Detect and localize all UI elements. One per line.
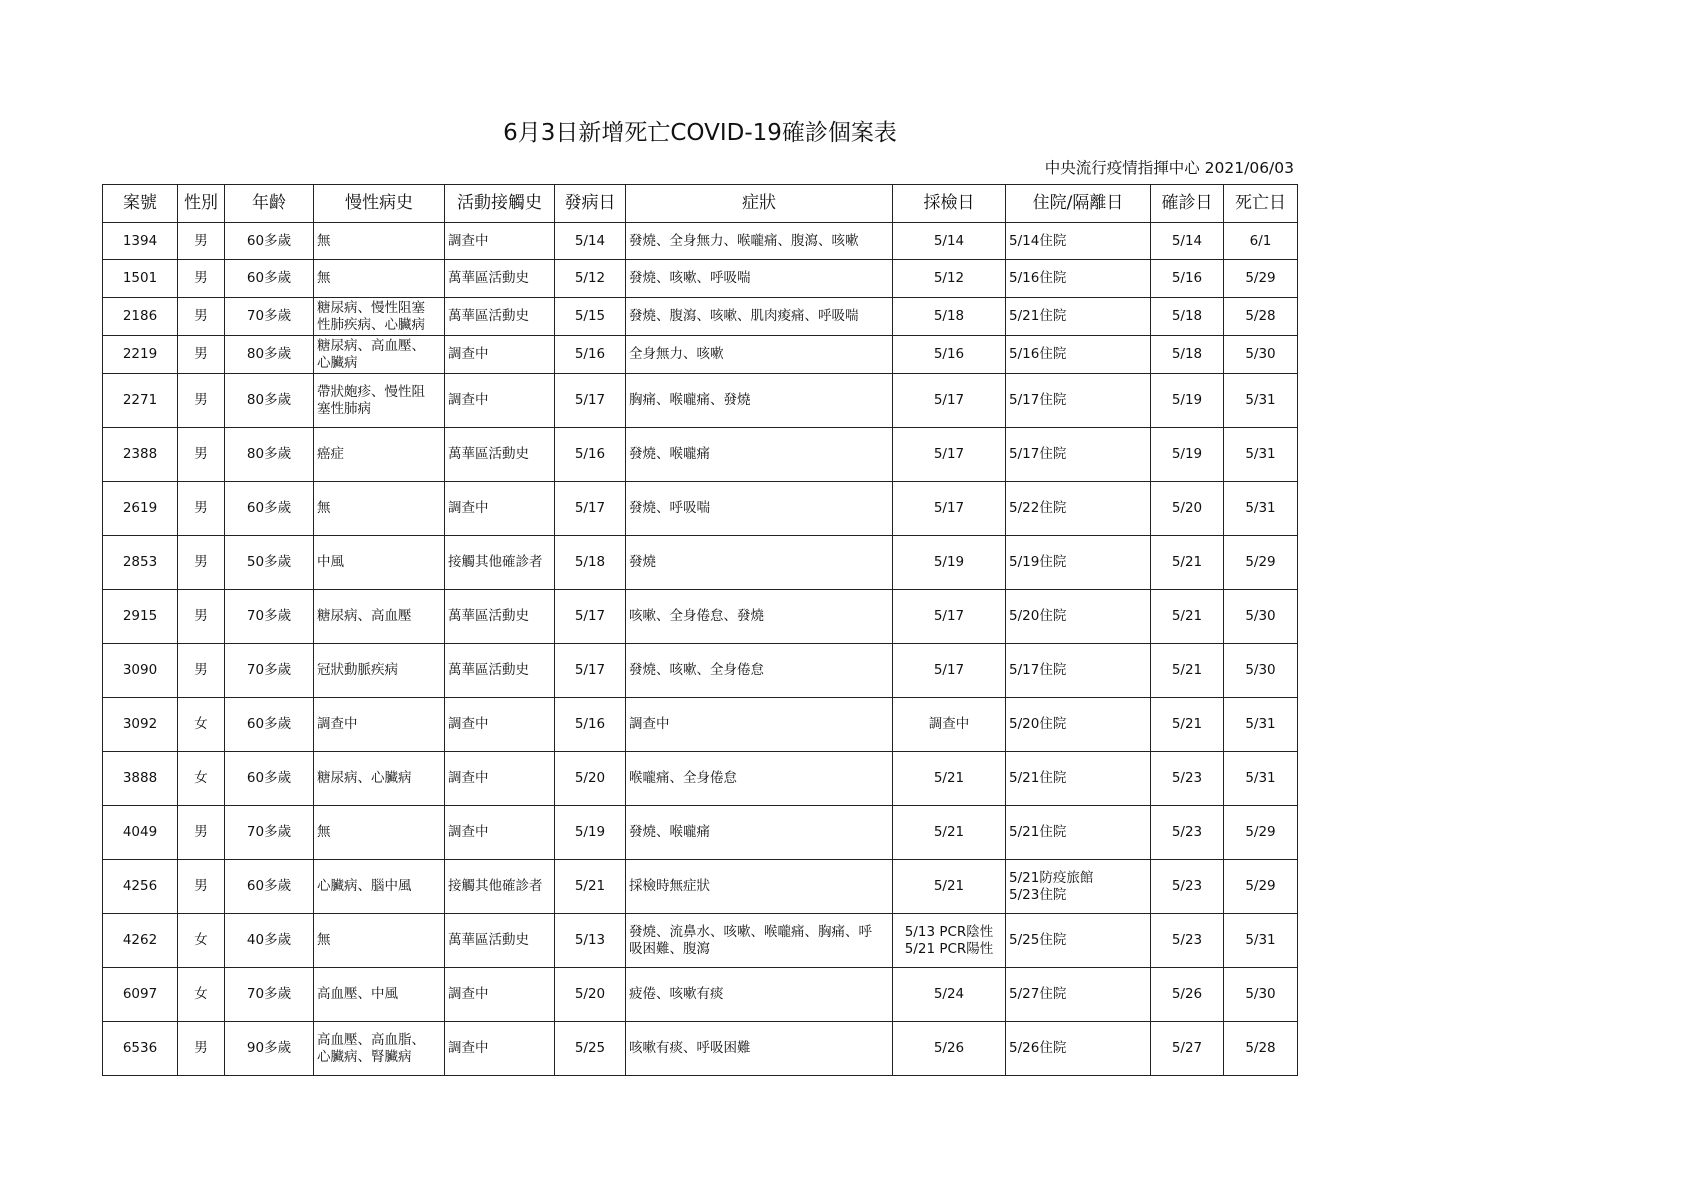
cell-symptoms: 疲倦、咳嗽有痰 (626, 968, 893, 1022)
cell-sex: 男 (178, 428, 225, 482)
cell-case-id: 2186 (103, 298, 178, 336)
cell-contact-history: 萬華區活動史 (445, 590, 555, 644)
cell-symptoms: 採檢時無症狀 (626, 860, 893, 914)
cell-sampling-date: 5/16 (893, 336, 1006, 374)
cell-sampling-date: 5/13 PCR陰性 5/21 PCR陽性 (893, 914, 1006, 968)
cell-chronic-history: 無 (314, 806, 445, 860)
cell-onset-date: 5/17 (555, 644, 626, 698)
cell-confirmed-date: 5/19 (1151, 374, 1224, 428)
cell-onset-date: 5/16 (555, 698, 626, 752)
cell-admission-date: 5/21防疫旅館 5/23住院 (1006, 860, 1151, 914)
cell-case-id: 1394 (103, 223, 178, 260)
cell-contact-history: 萬華區活動史 (445, 260, 555, 298)
cell-case-id: 2619 (103, 482, 178, 536)
cell-onset-date: 5/19 (555, 806, 626, 860)
col-contact-history: 活動接觸史 (445, 185, 555, 223)
cell-onset-date: 5/25 (555, 1022, 626, 1076)
table-row (103, 860, 1298, 914)
cell-death-date: 6/1 (1224, 223, 1298, 260)
cell-sampling-date: 調查中 (893, 698, 1006, 752)
cell-age: 70多歲 (225, 298, 314, 336)
cell-confirmed-date: 5/23 (1151, 806, 1224, 860)
cell-case-id: 2388 (103, 428, 178, 482)
col-age: 年齡 (225, 185, 314, 223)
cell-onset-date: 5/16 (555, 428, 626, 482)
cell-age: 70多歲 (225, 806, 314, 860)
cell-age: 80多歲 (225, 428, 314, 482)
cell-sampling-date: 5/24 (893, 968, 1006, 1022)
table-row (103, 336, 1298, 374)
cell-symptoms: 發燒、喉嚨痛 (626, 806, 893, 860)
cell-chronic-history: 糖尿病、高血壓 (314, 590, 445, 644)
cell-death-date: 5/29 (1224, 260, 1298, 298)
cell-sampling-date: 5/21 (893, 860, 1006, 914)
cell-age: 70多歲 (225, 590, 314, 644)
cell-confirmed-date: 5/23 (1151, 860, 1224, 914)
cell-sex: 男 (178, 536, 225, 590)
table-row (103, 428, 1298, 482)
cell-admission-date: 5/25住院 (1006, 914, 1151, 968)
col-chronic-history: 慢性病史 (314, 185, 445, 223)
cell-chronic-history: 糖尿病、心臟病 (314, 752, 445, 806)
cell-case-id: 2271 (103, 374, 178, 428)
cell-contact-history: 調查中 (445, 968, 555, 1022)
cell-death-date: 5/31 (1224, 482, 1298, 536)
cell-case-id: 2219 (103, 336, 178, 374)
cell-sex: 男 (178, 644, 225, 698)
cell-chronic-history: 癌症 (314, 428, 445, 482)
cell-case-id: 6097 (103, 968, 178, 1022)
cell-age: 70多歲 (225, 968, 314, 1022)
cell-symptoms: 發燒、咳嗽、呼吸喘 (626, 260, 893, 298)
cell-death-date: 5/30 (1224, 590, 1298, 644)
cell-case-id: 2853 (103, 536, 178, 590)
cell-chronic-history: 高血壓、高血脂、 心臟病、腎臟病 (314, 1022, 445, 1076)
cell-death-date: 5/31 (1224, 914, 1298, 968)
table-row (103, 298, 1298, 336)
issuer-date: 中央流行疫情指揮中心 2021/06/03 (1044, 159, 1294, 177)
cell-sampling-date: 5/17 (893, 644, 1006, 698)
cell-symptoms: 發燒、咳嗽、全身倦怠 (626, 644, 893, 698)
cell-death-date: 5/30 (1224, 968, 1298, 1022)
cell-chronic-history: 無 (314, 482, 445, 536)
cell-death-date: 5/31 (1224, 428, 1298, 482)
cell-admission-date: 5/21住院 (1006, 298, 1151, 336)
cell-admission-date: 5/16住院 (1006, 260, 1151, 298)
cell-sampling-date: 5/14 (893, 223, 1006, 260)
cell-contact-history: 調查中 (445, 1022, 555, 1076)
cell-chronic-history: 帶狀皰疹、慢性阻 塞性肺病 (314, 374, 445, 428)
cell-symptoms: 調查中 (626, 698, 893, 752)
cell-sampling-date: 5/17 (893, 590, 1006, 644)
cell-confirmed-date: 5/14 (1151, 223, 1224, 260)
cell-symptoms: 發燒、喉嚨痛 (626, 428, 893, 482)
cell-admission-date: 5/21住院 (1006, 806, 1151, 860)
cell-sampling-date: 5/12 (893, 260, 1006, 298)
cell-admission-date: 5/27住院 (1006, 968, 1151, 1022)
cell-symptoms: 發燒、呼吸喘 (626, 482, 893, 536)
table-row (103, 644, 1298, 698)
cell-chronic-history: 無 (314, 260, 445, 298)
cell-confirmed-date: 5/21 (1151, 590, 1224, 644)
cell-contact-history: 調查中 (445, 752, 555, 806)
page-title: 6月3日新增死亡COVID-19確診個案表 (503, 120, 897, 146)
cell-sex: 男 (178, 223, 225, 260)
cell-case-id: 4262 (103, 914, 178, 968)
cell-age: 60多歲 (225, 223, 314, 260)
cell-death-date: 5/29 (1224, 536, 1298, 590)
cell-confirmed-date: 5/23 (1151, 914, 1224, 968)
cell-chronic-history: 糖尿病、慢性阻塞 性肺疾病、心臟病 (314, 298, 445, 336)
cell-onset-date: 5/16 (555, 336, 626, 374)
cell-sampling-date: 5/19 (893, 536, 1006, 590)
cell-sampling-date: 5/21 (893, 806, 1006, 860)
cell-death-date: 5/31 (1224, 374, 1298, 428)
cell-death-date: 5/29 (1224, 860, 1298, 914)
cell-death-date: 5/30 (1224, 644, 1298, 698)
table-row (103, 374, 1298, 428)
cell-age: 90多歲 (225, 1022, 314, 1076)
cell-confirmed-date: 5/18 (1151, 298, 1224, 336)
table-row (103, 752, 1298, 806)
cell-onset-date: 5/14 (555, 223, 626, 260)
cell-sex: 女 (178, 968, 225, 1022)
table-row (103, 260, 1298, 298)
cell-case-id: 3090 (103, 644, 178, 698)
cell-contact-history: 調查中 (445, 806, 555, 860)
cell-admission-date: 5/20住院 (1006, 698, 1151, 752)
cell-chronic-history: 心臟病、腦中風 (314, 860, 445, 914)
cell-admission-date: 5/16住院 (1006, 336, 1151, 374)
cell-admission-date: 5/14住院 (1006, 223, 1151, 260)
cell-symptoms: 胸痛、喉嚨痛、發燒 (626, 374, 893, 428)
cell-case-id: 6536 (103, 1022, 178, 1076)
cell-symptoms: 發燒、流鼻水、咳嗽、喉嚨痛、胸痛、呼 吸困難、腹瀉 (626, 914, 893, 968)
cell-chronic-history: 高血壓、中風 (314, 968, 445, 1022)
table-row (103, 590, 1298, 644)
cell-death-date: 5/30 (1224, 336, 1298, 374)
cell-confirmed-date: 5/21 (1151, 536, 1224, 590)
cell-admission-date: 5/21住院 (1006, 752, 1151, 806)
cell-symptoms: 咳嗽、全身倦怠、發燒 (626, 590, 893, 644)
cell-onset-date: 5/13 (555, 914, 626, 968)
cell-sampling-date: 5/17 (893, 428, 1006, 482)
cell-sex: 女 (178, 914, 225, 968)
cell-admission-date: 5/20住院 (1006, 590, 1151, 644)
cell-confirmed-date: 5/16 (1151, 260, 1224, 298)
table-row (103, 223, 1298, 260)
cell-chronic-history: 糖尿病、高血壓、 心臟病 (314, 336, 445, 374)
cell-sex: 男 (178, 1022, 225, 1076)
cell-confirmed-date: 5/23 (1151, 752, 1224, 806)
cell-sex: 女 (178, 752, 225, 806)
cell-admission-date: 5/22住院 (1006, 482, 1151, 536)
col-sampling-date: 採檢日 (893, 185, 1006, 223)
cell-symptoms: 發燒、全身無力、喉嚨痛、腹瀉、咳嗽 (626, 223, 893, 260)
cell-contact-history: 萬華區活動史 (445, 428, 555, 482)
table-row (103, 806, 1298, 860)
cell-onset-date: 5/15 (555, 298, 626, 336)
cell-sex: 男 (178, 298, 225, 336)
cell-onset-date: 5/20 (555, 968, 626, 1022)
cell-sampling-date: 5/17 (893, 374, 1006, 428)
cell-contact-history: 調查中 (445, 698, 555, 752)
col-onset-date: 發病日 (555, 185, 626, 223)
cell-contact-history: 接觸其他確診者 (445, 860, 555, 914)
cell-age: 60多歲 (225, 482, 314, 536)
cell-symptoms: 咳嗽有痰、呼吸困難 (626, 1022, 893, 1076)
cell-onset-date: 5/17 (555, 482, 626, 536)
col-symptoms: 症狀 (626, 185, 893, 223)
cell-case-id: 4256 (103, 860, 178, 914)
table-row (103, 482, 1298, 536)
cell-age: 60多歲 (225, 260, 314, 298)
cell-sex: 男 (178, 806, 225, 860)
cell-confirmed-date: 5/21 (1151, 698, 1224, 752)
cell-confirmed-date: 5/21 (1151, 644, 1224, 698)
cell-case-id: 1501 (103, 260, 178, 298)
cell-death-date: 5/29 (1224, 806, 1298, 860)
cell-admission-date: 5/17住院 (1006, 428, 1151, 482)
cell-contact-history: 萬華區活動史 (445, 914, 555, 968)
cell-confirmed-date: 5/19 (1151, 428, 1224, 482)
col-confirmed-date: 確診日 (1151, 185, 1224, 223)
cell-contact-history: 萬華區活動史 (445, 298, 555, 336)
cell-admission-date: 5/17住院 (1006, 644, 1151, 698)
cell-onset-date: 5/18 (555, 536, 626, 590)
cell-case-id: 2915 (103, 590, 178, 644)
col-admission-date: 住院/隔離日 (1006, 185, 1151, 223)
cell-contact-history: 調查中 (445, 223, 555, 260)
cell-age: 50多歲 (225, 536, 314, 590)
cell-sex: 男 (178, 590, 225, 644)
cell-age: 70多歲 (225, 644, 314, 698)
table-row (103, 698, 1298, 752)
cell-death-date: 5/31 (1224, 752, 1298, 806)
cell-chronic-history: 無 (314, 914, 445, 968)
cell-chronic-history: 無 (314, 223, 445, 260)
cell-age: 60多歲 (225, 698, 314, 752)
cell-contact-history: 調查中 (445, 374, 555, 428)
cell-death-date: 5/28 (1224, 1022, 1298, 1076)
cell-case-id: 3092 (103, 698, 178, 752)
cell-onset-date: 5/17 (555, 590, 626, 644)
cell-age: 60多歲 (225, 860, 314, 914)
header-row (103, 185, 1298, 223)
cell-sampling-date: 5/26 (893, 1022, 1006, 1076)
table-row (103, 1022, 1298, 1076)
cell-confirmed-date: 5/18 (1151, 336, 1224, 374)
cell-sex: 女 (178, 698, 225, 752)
cell-onset-date: 5/20 (555, 752, 626, 806)
cell-contact-history: 調查中 (445, 336, 555, 374)
cell-contact-history: 接觸其他確診者 (445, 536, 555, 590)
cell-death-date: 5/31 (1224, 698, 1298, 752)
table-row (103, 914, 1298, 968)
cell-onset-date: 5/12 (555, 260, 626, 298)
cell-sex: 男 (178, 374, 225, 428)
cell-symptoms: 全身無力、咳嗽 (626, 336, 893, 374)
cell-case-id: 3888 (103, 752, 178, 806)
cell-death-date: 5/28 (1224, 298, 1298, 336)
cell-age: 40多歲 (225, 914, 314, 968)
table-row (103, 968, 1298, 1022)
cell-age: 60多歲 (225, 752, 314, 806)
table-row (103, 536, 1298, 590)
cell-chronic-history: 中風 (314, 536, 445, 590)
cell-onset-date: 5/21 (555, 860, 626, 914)
cell-age: 80多歲 (225, 336, 314, 374)
cell-chronic-history: 調查中 (314, 698, 445, 752)
death-case-table (102, 184, 1298, 1076)
cell-symptoms: 發燒 (626, 536, 893, 590)
col-death-date: 死亡日 (1224, 185, 1298, 223)
cell-sex: 男 (178, 260, 225, 298)
cell-onset-date: 5/17 (555, 374, 626, 428)
cell-confirmed-date: 5/26 (1151, 968, 1224, 1022)
cell-symptoms: 發燒、腹瀉、咳嗽、肌肉痠痛、呼吸喘 (626, 298, 893, 336)
cell-case-id: 4049 (103, 806, 178, 860)
cell-confirmed-date: 5/27 (1151, 1022, 1224, 1076)
cell-symptoms: 喉嚨痛、全身倦怠 (626, 752, 893, 806)
cell-sex: 男 (178, 482, 225, 536)
cell-admission-date: 5/26住院 (1006, 1022, 1151, 1076)
col-sex: 性別 (178, 185, 225, 223)
cell-admission-date: 5/17住院 (1006, 374, 1151, 428)
cell-sampling-date: 5/17 (893, 482, 1006, 536)
cell-sampling-date: 5/21 (893, 752, 1006, 806)
cell-age: 80多歲 (225, 374, 314, 428)
cell-sex: 男 (178, 336, 225, 374)
cell-contact-history: 萬華區活動史 (445, 644, 555, 698)
cell-sampling-date: 5/18 (893, 298, 1006, 336)
cell-chronic-history: 冠狀動脈疾病 (314, 644, 445, 698)
cell-confirmed-date: 5/20 (1151, 482, 1224, 536)
cell-sex: 男 (178, 860, 225, 914)
cell-admission-date: 5/19住院 (1006, 536, 1151, 590)
cell-contact-history: 調查中 (445, 482, 555, 536)
col-case-id: 案號 (103, 185, 178, 223)
